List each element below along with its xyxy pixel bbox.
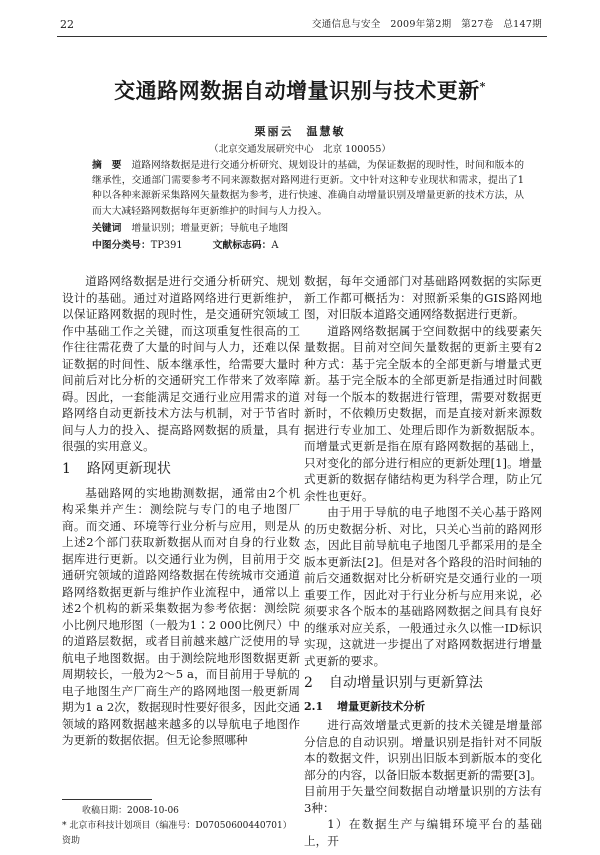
body-paragraph: 道路网络数据属于空间数据中的线要素矢量数据。目前对空间矢量数据的更新主要有2种方式：基于完全版本的全部更新与增量式更新。基于完全版本的全部更新是指通过时间戳对每一个版本的数据进行管理，需要对数据更新时，不依赖历史数据，而是直接对新来源数据进行专业加工、处理后即作为新数据版本。而增量式更新是指在原有路网数据的基础上，只对变化的部分进行相应的更新处理[1]。增量式更新的数据存储结构更为科学合理，防止冗余性也更好。 <box>304 323 542 503</box>
body-paragraph: 基础路网的实地勘测数据，通常由2个机构采集并产生：测绘院与专门的电子地图厂商。而交通、环境等行业分析与应用，则是从上述2个部门获取新数据从而对自身的行业数据库进行更新。以交通行业为例，目前用于交通研究领域的道路网络数据在传统城市交通道路网络数据更新与维护作业流程中，通常以上述2个机构的新采集数据为参考依据：测绘院小比例尺地形图（一般为1∶2 000比例尺）中的道路层数据，或者目前越来越广泛使用的导航电子地图数据。由于测绘院地形图数据更新周期较长，一般为2～5 a，而目前用于导航的电子地图生产厂商生产的路网地图一般更新周期为1 a 2次，数据现时性要好很多，因此交通领域的路网数据越来越多的以导航电子地图作为更新的数据依据。但无论参照哪种 <box>62 485 300 748</box>
section-heading-2 <box>304 675 542 692</box>
classification <box>92 238 524 253</box>
right-column <box>304 273 542 849</box>
body-paragraph: 由于用于导航的电子地图不关心基于路网的历史数据分析、对比，只关心当前的路网形态，因此目前导航电子地图几乎都采用的是全版本更新法[2]。但是对各个路段的沿时间轴的前后交通数据对比分析研究是交通行业的一项重要工作，因此对于行业分析与应用来说，必须要求各个版本的基础路网数据之间具有良好的继承对应关系，一般通过永久以惟一ID标识实现，这就进一步提出了对路网数据进行增量式更新的要求。 <box>304 505 542 668</box>
affiliation: （北京交通发展研究中心 北京 100055） <box>209 144 391 155</box>
section-number: 1 <box>62 460 71 477</box>
abstract-text: 道路网络数据是进行交通分析研究、规划设计的基础，为保证数据的现时性，时间和版本的继承性，交通部门需要参考不同来源数据对路网进行更新。文中针对这种专业现状和需求，提出了1种以各种来源新采集路网矢量数据为参考，进行快速、准确自动增量识别及增量更新的技术方法，从而大大减轻路网数据每年更新维护的时间与人力投入。 <box>92 160 525 217</box>
intro-paragraph: 道路网络数据是进行交通分析研究、规划设计的基础。通过对道路网络进行更新维护，以保证路网数据的现时性，是交通研究领域工作中基础工作之关键，而这项重复性很高的工作往往需花费了大量的时间与人力，还难以保证数据的时间性、版本继承性，给需要大量时间前后对比分析的交通研究工作带来了效率障碍。因此，一套能满足交通行业应用需求的道路网络自动更新技术方法与机制，对于节省时间与人力的投入、提高路网数据的质量，具有很强的实用意义。 <box>62 274 300 454</box>
abstract-label: 摘 要 <box>92 160 122 171</box>
authors: 栗丽云 温慧敏 <box>254 125 346 138</box>
footnote-funding: * 北京市科技计划项目（编准号：D07050600440701）资助 <box>62 821 292 847</box>
subsection-title: 增量更新技术分析 <box>337 700 426 714</box>
keywords-text: 增量识别；增量更新；导航电子地图 <box>131 222 289 234</box>
title-footnote-mark: * <box>479 80 486 93</box>
journal-header: 交通信息与安全 2009年第2期 第27卷 总147期 <box>311 19 542 30</box>
header-divider <box>57 36 547 37</box>
section-title: 路网更新现状 <box>86 460 171 477</box>
body-paragraph: 进行高效增量式更新的技术关键是增量部分信息的自动识别。增量识别是指针对不同版本的数据文件，识别出旧版本到新版本的变化部分的内容，以备旧版本数据更新的需要[3]。目前用于矢量空间数据自动增量识别的方法有3种： <box>304 718 542 815</box>
clc-value: TP391 <box>150 240 183 252</box>
doc-code-label: 文献标志码： <box>212 240 272 252</box>
keywords-label: 关键词 <box>92 222 122 234</box>
body-paragraph: 数据，每年交通部门对基础路网数据的实际更新工作都可概括为：对照新采集的GIS路网地图，对旧版本道路交通网络数据进行更新。 <box>304 274 542 322</box>
abstract <box>92 158 524 219</box>
body-columns <box>62 273 600 849</box>
doc-code-value: A <box>271 240 279 252</box>
clc-label: 中图分类号： <box>92 240 151 252</box>
body-paragraph: 1）在数据生产与编辑环境平台的基础上，开 <box>304 817 542 848</box>
title-text: 交通路网数据自动增量识别与技术更新 <box>114 78 480 103</box>
subsection-heading-2-1 <box>304 699 542 715</box>
left-column <box>62 273 300 849</box>
paper-title <box>20 77 580 104</box>
front-matter <box>92 158 524 253</box>
page-header <box>0 0 600 37</box>
footnote-received: 收稿日期：2008-10-06 <box>82 806 179 817</box>
section-heading-1 <box>62 461 300 478</box>
footnote-divider <box>62 799 152 800</box>
subsection-number: 2.1 <box>304 700 324 714</box>
page-number: 22 <box>60 18 74 31</box>
keywords <box>92 221 524 236</box>
section-title: 自动增量识别与更新算法 <box>328 675 483 692</box>
section-number: 2 <box>304 675 313 692</box>
footnotes <box>62 789 300 849</box>
